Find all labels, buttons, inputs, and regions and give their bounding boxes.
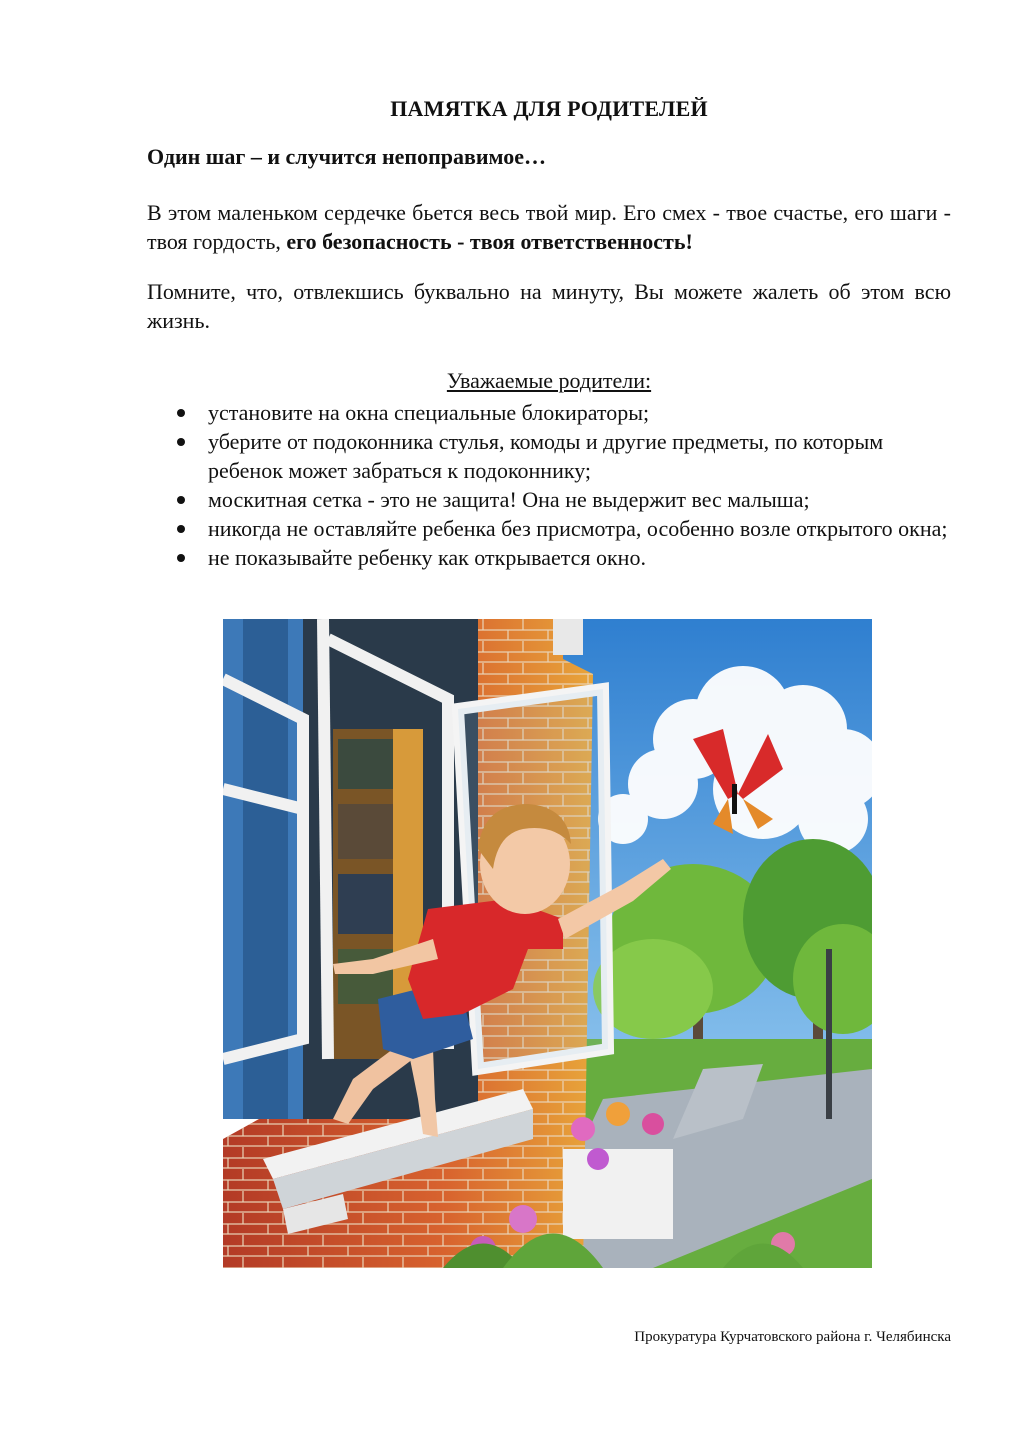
list-item: уберите от подоконника стулья, комоды и другие предметы, по которым ребенок может забраться к подоконнику; <box>147 427 957 485</box>
intro-text: В этом маленьком сердечке бьется весь твой мир. Его смех - твое счастье, его шаги - твоя гордость, <box>147 200 951 254</box>
bullet-icon <box>177 554 185 562</box>
bullet-icon <box>177 525 185 533</box>
list-item: установите на окна специальные блокираторы; <box>147 398 957 427</box>
warning-paragraph: Помните, что, отвлекшись буквально на минуту, Вы можете жалеть об этом всю жизнь. <box>147 279 951 333</box>
list-item: не показывайте ребенку как открывается окно. <box>147 543 957 572</box>
bullet-icon <box>177 409 185 417</box>
intro-bold-text: его безопасность - твоя ответственность! <box>286 229 693 254</box>
subtitle: Один шаг – и случится непоправимое… <box>147 144 547 169</box>
bullet-icon <box>177 438 185 446</box>
child-window-illustration <box>223 619 872 1268</box>
list-item: москитная сетка - это не защита! Она не выдержит вес малыша; <box>147 485 957 514</box>
lamp-post <box>826 949 832 1119</box>
tips-list <box>147 398 957 572</box>
page-title: ПАМЯТКА ДЛЯ РОДИТЕЛЕЙ <box>390 96 708 121</box>
bullet-icon <box>177 496 185 504</box>
footer-source: Прокуратура Курчатовского района г. Челябинска <box>634 1329 951 1345</box>
list-item: никогда не оставляйте ребенка без присмотра, особенно возле открытого окна; <box>147 514 957 543</box>
intro-paragraph <box>147 198 951 256</box>
address-heading: Уважаемые родители: <box>446 368 652 393</box>
